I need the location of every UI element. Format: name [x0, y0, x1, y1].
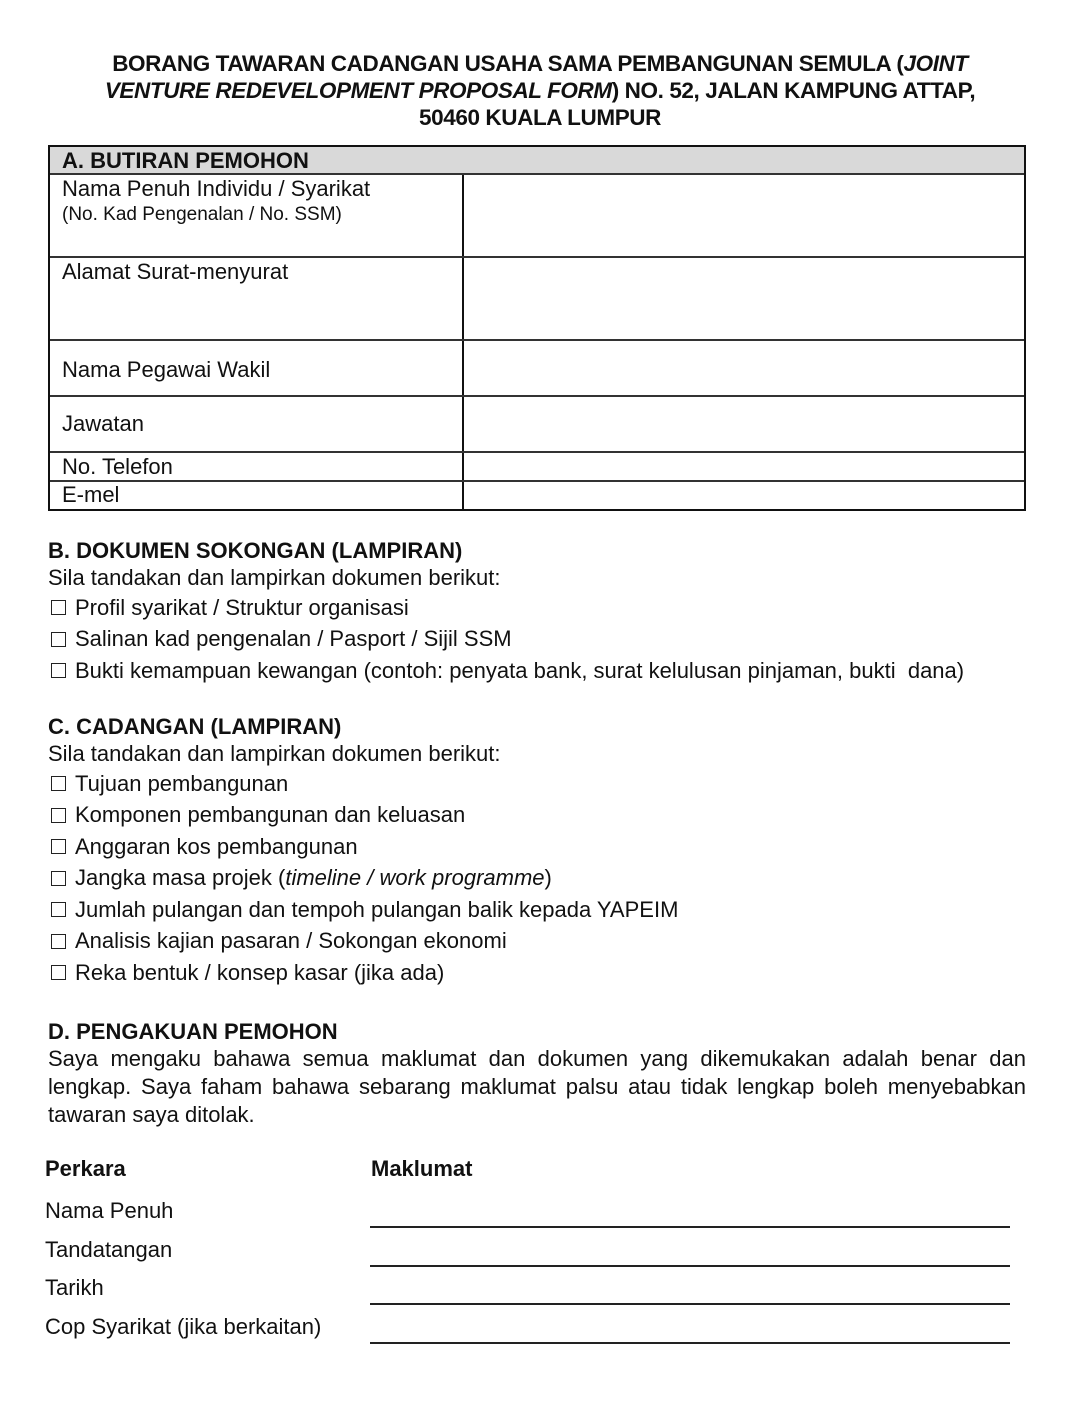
- checklist-item[interactable]: Jangka masa projek (timeline / work programme): [48, 863, 1033, 895]
- checklist-item[interactable]: Salinan kad pengenalan / Pasport / Sijil SSM: [48, 624, 1033, 656]
- title-line-2: VENTURE REDEVELOPMENT PROPOSAL FORM) NO. 52, JALAN KAMPUNG ATTAP,: [104, 78, 976, 103]
- checklist-item[interactable]: Analisis kajian pasaran / Sokongan ekonomi: [48, 926, 1033, 958]
- table-row-phone: [50, 453, 1024, 482]
- table-row-representative: [50, 341, 1024, 397]
- signature-row-date: Tarikh: [45, 1273, 1025, 1312]
- table-row-position: [50, 397, 1024, 453]
- title-line-1: BORANG TAWARAN CADANGAN USAHA SAMA PEMBANGUNAN SEMULA (JOINT: [112, 51, 968, 76]
- declaration-paragraph: Saya mengaku bahawa semua maklumat dan dokumen yang dikemukakan adalah benar dan lengkap. Saya faham bahawa sebarang maklumat palsu atau tidak lengkap boleh menyebabkan tawaran saya ditolak.: [48, 1046, 1026, 1127]
- checkbox-icon[interactable]: [51, 839, 66, 854]
- row-label: Nama Pegawai Wakil: [50, 341, 464, 395]
- signature-row-company-stamp: Cop Syarikat (jika berkaitan): [45, 1312, 1025, 1351]
- row-label: No. Telefon: [50, 453, 464, 480]
- table-row-full-name: [50, 175, 1024, 258]
- date-line-field[interactable]: [370, 1303, 1010, 1305]
- checkbox-icon[interactable]: [51, 600, 66, 615]
- full-name-field[interactable]: [464, 175, 1024, 256]
- title-line-3: 50460 KUALA LUMPUR: [418, 105, 661, 130]
- section-b: [48, 538, 1033, 687]
- row-label: E-mel: [50, 482, 464, 509]
- checkbox-icon[interactable]: [51, 632, 66, 647]
- section-c: [48, 714, 1033, 989]
- address-field[interactable]: [464, 258, 1024, 339]
- checkbox-icon[interactable]: [51, 934, 66, 949]
- checklist-item[interactable]: Komponen pembangunan dan keluasan: [48, 800, 1033, 832]
- checkbox-icon[interactable]: [51, 871, 66, 886]
- position-field[interactable]: [464, 397, 1024, 451]
- section-c-heading: C. CADANGAN (LAMPIRAN): [48, 714, 342, 739]
- full-name-line-field[interactable]: [370, 1226, 1010, 1228]
- section-d: [48, 1019, 1033, 1129]
- checkbox-icon[interactable]: [51, 965, 66, 980]
- signature-row-full-name: Nama Penuh: [45, 1196, 1025, 1235]
- checklist-item[interactable]: Jumlah pulangan dan tempoh pulangan balik kepada YAPEIM: [48, 894, 1033, 926]
- section-d-heading: D. PENGAKUAN PEMOHON: [48, 1019, 338, 1044]
- form-title: [40, 50, 1040, 131]
- row-label: Nama Penuh Individu / Syarikat (No. Kad Pengenalan / No. SSM): [50, 175, 464, 256]
- section-c-intro: Sila tandakan dan lampirkan dokumen berikut:: [48, 741, 501, 766]
- checklist-item[interactable]: Bukti kemampuan kewangan (contoh: penyata bank, surat kelulusan pinjaman, bukti dana): [48, 655, 1033, 687]
- signature-table: [45, 1154, 1025, 1350]
- applicant-details-table: [48, 145, 1026, 511]
- checklist-item[interactable]: Tujuan pembangunan: [48, 768, 1033, 800]
- section-a-heading: A. BUTIRAN PEMOHON: [50, 147, 1024, 175]
- checklist-item[interactable]: Anggaran kos pembangunan: [48, 831, 1033, 863]
- row-label: Alamat Surat-menyurat: [50, 258, 464, 339]
- checkbox-icon[interactable]: [51, 776, 66, 791]
- checkbox-icon[interactable]: [51, 663, 66, 678]
- checkbox-icon[interactable]: [51, 808, 66, 823]
- company-stamp-line-field[interactable]: [370, 1342, 1010, 1344]
- row-label: Jawatan: [50, 397, 464, 451]
- signature-row-signature: Tandatangan: [45, 1235, 1025, 1274]
- col-header-perkara: Perkara: [45, 1156, 126, 1181]
- section-b-intro: Sila tandakan dan lampirkan dokumen berikut:: [48, 565, 501, 590]
- col-header-maklumat: Maklumat: [371, 1156, 473, 1181]
- email-field[interactable]: [464, 482, 1024, 509]
- checkbox-icon[interactable]: [51, 902, 66, 917]
- checklist-item[interactable]: Reka bentuk / konsep kasar (jika ada): [48, 957, 1033, 989]
- checklist-item[interactable]: Profil syarikat / Struktur organisasi: [48, 592, 1033, 624]
- signature-line-field[interactable]: [370, 1265, 1010, 1267]
- representative-name-field[interactable]: [464, 341, 1024, 395]
- table-row-address: [50, 258, 1024, 341]
- table-row-email: [50, 482, 1024, 509]
- phone-field[interactable]: [464, 453, 1024, 480]
- section-b-heading: B. DOKUMEN SOKONGAN (LAMPIRAN): [48, 538, 463, 563]
- signature-header: [45, 1154, 1025, 1196]
